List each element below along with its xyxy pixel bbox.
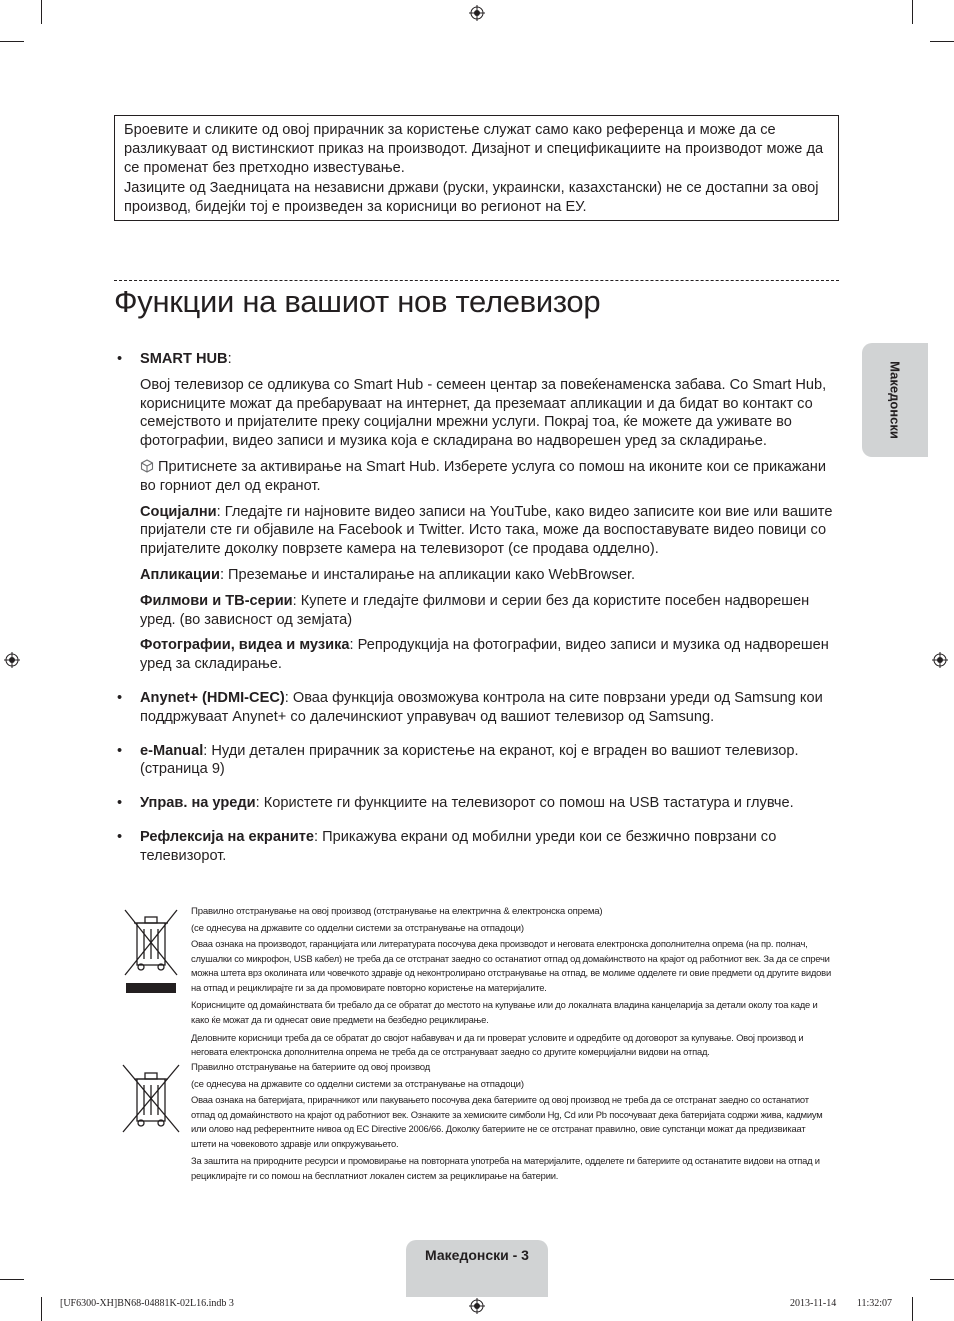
crop-mark [0,1279,24,1280]
feature-colon: : [227,351,232,367]
crop-mark [41,1297,42,1321]
feature-smart-hub [114,350,840,674]
feature-label: Социјални [140,503,217,520]
notice-text: Броевите и сликите од овој прирачник за користење служат само како референца и може да се разликуваат од вистинскиот приказ на производот. Дизајнот и спецификациите на производот може да се променат без претходно известување. [124,122,824,177]
feature-label: Рефлексија на екраните [140,828,314,845]
bullet: • [117,689,123,706]
disposal-text: Оваа ознака на батеријата, прирачникот или пакувањето посочува дека батериите од овој производ не треба да се отстранат заедно со останатиот отпад од домаќинството на крајот од работниот век. Ознаките за хемиските симболи Hg, Cd или Pb посочуваат дека батеријата содржи жива, кадмиум или олово над референтните нивоа од EC Directive 2006/66. Доколку батериите не се отстранат правилно, овие супстанци можат да предизвикаат штети на човековото здравје или опкружувањето. [191,1094,823,1149]
feature-label: Апликации [140,566,220,583]
crop-mark [912,1297,913,1321]
crop-mark [41,0,42,24]
disposal-text: Корисниците од домаќинствата би требало да се обратат до местото на купување или до локалната владина канцеларија за детали околу тоа каде и како ќе можат да ги однесат овие предмети на безбедно рециклирање. [191,999,818,1025]
feature-label: SMART HUB [140,351,228,367]
crossed-bin-icon [120,1062,182,1134]
feature-text: : Користете ги функциите на телевизорот со помош на USB тастатура и глувче. [255,795,794,812]
registration-mark-icon [932,652,948,668]
crop-mark [930,41,954,42]
feature-text: : Купете и гледајте филмови и серии без да користите посебен надворешен уред. (во зависност од земјата) [140,592,810,628]
crop-mark [0,41,24,42]
disposal-subheading: (се однесува на државите со одделни системи за отстранување на отпадоци) [191,1079,524,1090]
feature-anynet [114,689,840,727]
disposal-text: Оваа ознака на производот, гаранцијата или литературата посочува дека производот и неговата електронска дополнителна опрема (на пр. полнач, слушалки со микрофон, USB кабел) не треба да се отстранат заедно со останатиот отпад од домаќинството на крајот од работниот век. За да се спречи можна штета врз околината или човечкото здравје од неконтролирано отстранување на отпад, ве молиме одделете ги овие предмети од другите видови на отпад и рециклирајте ги за да промовирате повторно користење на материјалите. [191,938,831,993]
feature-list [114,350,840,866]
disposal-text: Деловните корисници треба да се обратат до својот набавувач и да ги проверат условите и одредбите од договорот за купување. Овој производ и неговата електронска дополнителна опрема не треба да се отстрануваат заедно со другите комерцијални видови на отпад. [191,1031,804,1058]
bullet: • [117,795,123,812]
feature-text: : Нуди детален прирачник за користење на екранот, кој е вграден во вашиот телевизор. (страница 9) [140,742,799,778]
footer-timestamp: 2013-11-14 ￿￿ 11:32:07 [789,1298,892,1309]
page-number-tab [406,1240,548,1297]
feature-text: : Оваа функција овозможува контрола на сите поврзани уреди од Samsung кои поддржуваат Anynet+ со далечинскиот управувач од вашиот телевизор од Samsung. [140,689,823,725]
language-side-tab [862,343,928,457]
smart-hub-icon [140,459,154,473]
feature-text: : Гледајте ги најновите видео записи на YouTube, како видео записите кои вие или вашите пријатели сте ги објавиле на Facebook и Twitter. Исто така, може да воспоставувате видео повици со пријателите доколку поврзете камера на телевизорот (се продава одделно). [140,503,833,558]
product-disposal-section [191,903,831,1060]
feature-label: Филмови и ТВ-серии [140,592,293,609]
notice-text: Јазиците од Заедницата на независни држави (руски, украински, казахстански) не се достапни за овој производ, бидејќи тој е произведен за корисници во регионот на ЕУ. [124,179,819,215]
page-number: Македонски - 3 [425,1247,529,1263]
disposal-subheading: (се однесува на државите со одделни системи за отстранување на отпадоци) [191,923,524,934]
bullet: • [117,742,123,759]
feature-emanual [114,742,840,780]
feature-screen-mirroring [114,828,840,866]
feature-device-manager [114,794,840,813]
feature-label: Управ. на уреди [140,795,256,812]
battery-disposal-section [191,1059,831,1184]
feature-text: : Репродукција на фотографии, видео записи и музика од надворешен уред за складирање. [140,637,829,673]
disposal-text: За заштита на природните ресурси и промовирање на повторната употреба на материјалите, одделете ги батериите од останатите видови на отпад и рециклирајте ги со помош на бесплатниот локален систем за рециклирање на батерии. [191,1155,820,1181]
feature-label: Anynet+ (HDMI-CEC) [140,689,285,706]
feature-text: : Преземање и инсталирање на апликации како WebBrowser. [219,566,636,583]
section-divider [114,280,839,281]
disposal-heading: Правилно отстранување на овој производ (отстранување на електрична & електронска опрема) [191,906,603,917]
feature-text: Овој телевизор се одликува со Smart Hub - семеен центар за повеќенаменска забава. Со Smart Hub, корисниците можат да пребаруваат на интернет, да преземаат апликации и да бидат во контакт со семејството и пријателите преку социјални мрежни услуги. Покрај тоа, ќе можете да уживате во фотографии, видео записи и музика која е складирана во надворешен уред за складирање. [140,376,827,450]
feature-label: e-Manual [140,742,204,759]
bullet: • [117,351,123,367]
registration-mark-icon [469,1298,485,1314]
registration-mark-icon [469,5,485,21]
feature-label: Фотографии, видеа и музика [140,637,350,654]
crop-mark [930,1279,954,1280]
disposal-heading: Правилно отстранување на батериите од овој производ [191,1062,431,1073]
notice-box [114,115,839,221]
crossed-bin-icon [120,905,182,999]
feature-text: Притиснете за активирање на Smart Hub. Изберете услуга со помош на иконите кои се прикажани во горниот дел од екранот. [140,458,827,494]
feature-text: : Прикажува екрани од мобилни уреди кои се безжично поврзани со телевизорот. [140,828,777,864]
registration-mark-icon [4,652,20,668]
footer-file-info: [UF6300-XH]BN68-04881K-02L16.indb 3 [60,1298,234,1309]
page-title: Функции на вашиот нов телевизор [114,284,601,319]
crop-mark [912,0,913,24]
bullet: • [117,828,123,845]
language-side-tab-label: Македонски [887,361,903,439]
